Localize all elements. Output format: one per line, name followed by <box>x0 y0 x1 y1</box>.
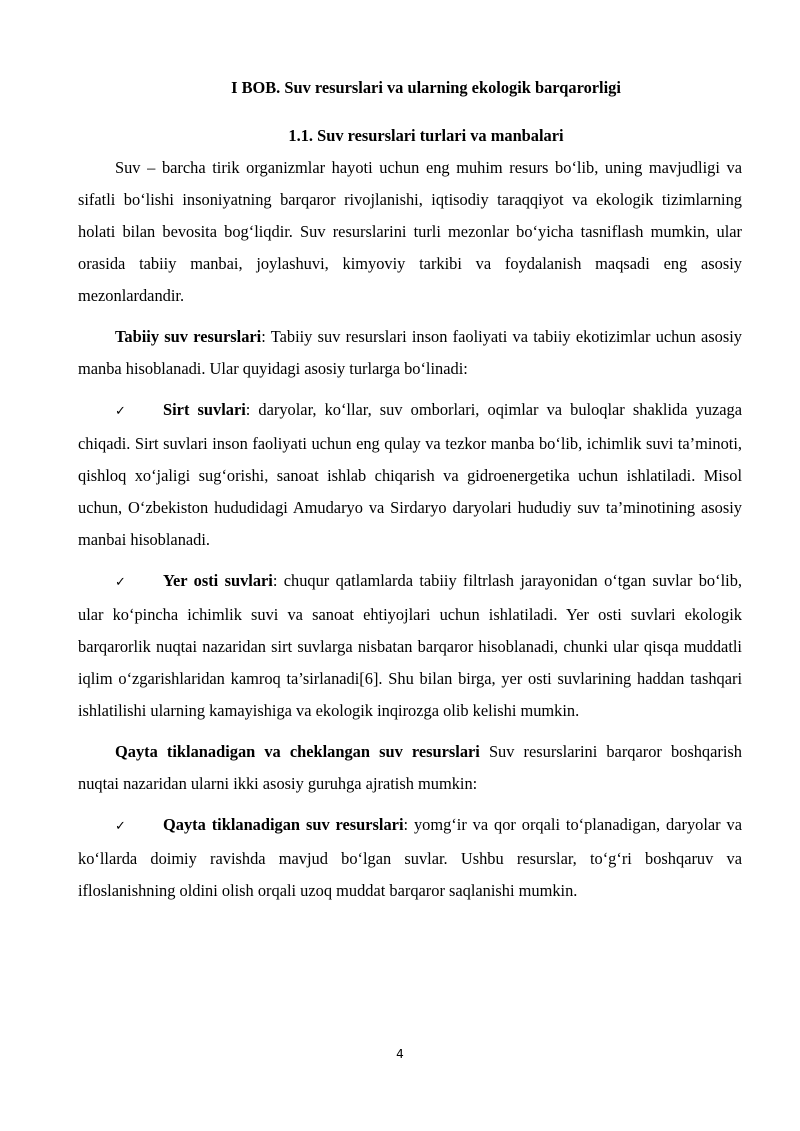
renewable-item <box>78 809 742 907</box>
surface-water-term: Sirt suvlari <box>163 400 246 419</box>
natural-resources-term: Tabiiy suv resurslari <box>115 327 262 346</box>
surface-water-item <box>78 394 742 556</box>
checkmark-icon: ✓ <box>115 819 126 834</box>
natural-resources-paragraph <box>78 321 742 385</box>
renewable-text: : yomg‘ir va qor orqali to‘planadigan, daryolar va ko‘llarda doimiy ravishda mavjud bo‘lgan suvlar. Ushbu resurslar, to‘g‘ri boshqaruv va ifloslanishning oldini olish orqali uzoq muddat barqaror saqlanishi mumkin. <box>78 815 742 900</box>
checkmark-icon: ✓ <box>115 575 126 590</box>
page-number: 4 <box>396 1047 404 1061</box>
renewable-term: Qayta tiklanadigan suv resurslari <box>163 815 404 834</box>
section-title: 1.1. Suv resurslari turlari va manbalari <box>288 126 564 145</box>
renewable-limited-paragraph <box>78 736 742 800</box>
checkmark-icon: ✓ <box>115 404 126 419</box>
page-content <box>78 72 742 907</box>
groundwater-text: : chuqur qatlamlarda tabiiy filtrlash jarayonidan o‘tgan suvlar bo‘lib, ular ko‘pincha ichimlik suvi va sanoat ehtiyojlari uchun ishlatiladi. Yer osti suvlari ekologik barqarorlik nuqtai nazaridan sirt suvlarga nisbatan barqaror hisoblanadi, chunki ular qisqa muddatli iqlim o‘zgarishlaridan kamroq ta’sirlanadi[6]. Shu bilan birga, yer osti suvlarining haddan tashqari ishlatilishi ularning kamayishiga va ekologik inqirozga olib kelishi mumkin. <box>78 571 742 720</box>
surface-water-text: : daryolar, ko‘llar, suv omborlari, oqimlar va buloqlar shaklida yuzaga chiqadi. Sirt suvlari inson faoliyati uchun eng qulay va tezkor manba bo‘lib, ichimlik suvi ta’minoti, qishloq xo‘jaligi sug‘orishi, sanoat ishlab chiqarish va gidroenergetika uchun ishlatiladi. Misol uchun, O‘zbekiston hududidagi Amudaryo va Sirdaryo daryolari hududiy suv ta’minotining asosiy manbai hisoblanadi. <box>78 400 742 549</box>
renewable-limited-text: Suv resurslarini barqaror boshqarish nuqtai nazaridan ularni ikki asosiy guruhga ajratish mumkin: <box>78 742 742 793</box>
groundwater-term: Yer osti suvlari <box>163 571 273 590</box>
groundwater-item <box>78 565 742 727</box>
intro-paragraph: Suv – barcha tirik organizmlar hayoti uchun eng muhim resurs bo‘lib, uning mavjudligi va sifatli bo‘lishi insoniyatning barqaror rivojlanishi, iqtisodiy taraqqiyot va ekologik tizimlarning holati bilan bevosita bog‘liqdir. Suv resurslarini turli mezonlar bo‘yicha tasniflash mumkin, ular orasida tabiiy manbai, joylashuvi, kimyoviy tarkibi va foydalanish maqsadi eng asosiy mezonlardandir. <box>78 158 742 305</box>
renewable-limited-term: Qayta tiklanadigan va cheklangan suv resurslari <box>115 742 480 761</box>
natural-resources-text: : Tabiiy suv resurslari inson faoliyati va tabiiy ekotizimlar uchun asosiy manba hisoblanadi. Ular quyidagi asosiy turlarga bo‘linadi: <box>78 327 742 378</box>
chapter-title: I BOB. Suv resurslari va ularning ekologik barqarorligi <box>231 78 621 97</box>
